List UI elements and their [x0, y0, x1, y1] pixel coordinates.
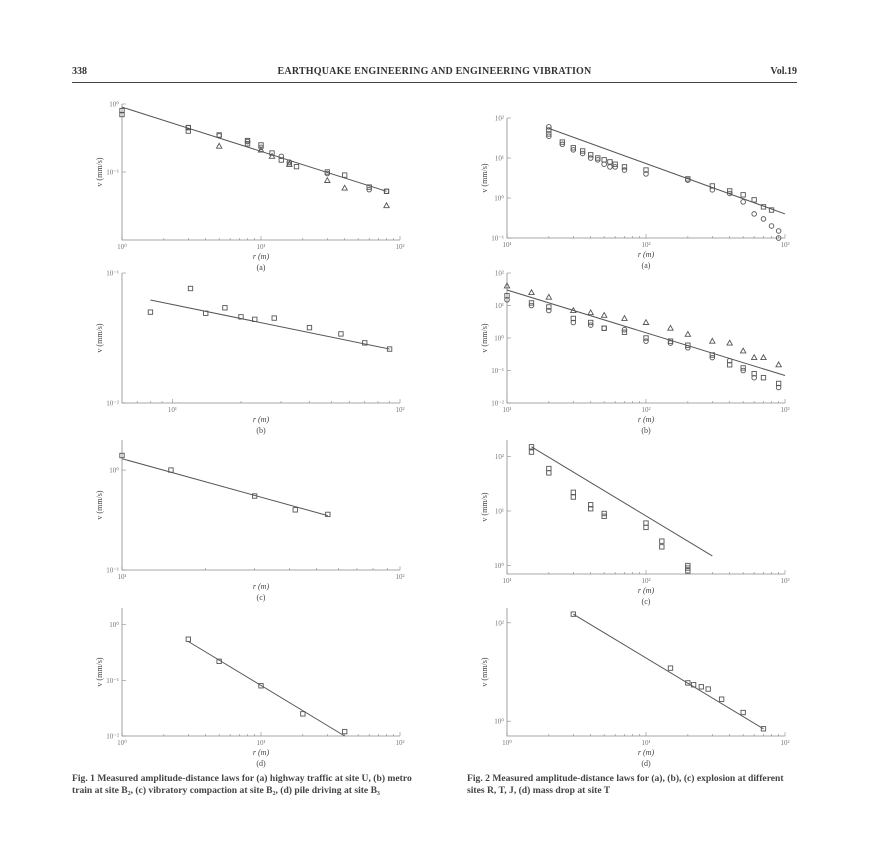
fig2a-xtick-label: 10³ [780, 241, 790, 249]
volume-label: Vol.19 [770, 66, 797, 77]
fig1b-point-square [272, 316, 276, 320]
fig1d-xtick-label: 10⁰ [117, 739, 127, 747]
fig1a-point-triangle [384, 203, 389, 208]
fig2c-ytick-label: 10² [494, 452, 504, 461]
fig1d-ytick-label: 10⁻¹ [106, 676, 119, 685]
fig1b-xlabel: r (m) [252, 415, 270, 424]
fig2b-ytick-label: 10⁻¹ [491, 367, 504, 375]
fig1b-ytick-label: 10⁻² [106, 399, 119, 408]
fig2b-point-triangle [776, 362, 781, 367]
fig2c-ylabel: v (mm/s) [480, 492, 489, 522]
fig1c-panel [95, 440, 405, 602]
fig2b-point-triangle [529, 290, 534, 295]
fig1b-xtick-label: 10² [395, 406, 405, 414]
fig2c-xtick-label: 10³ [780, 577, 790, 585]
fig2a-xlabel: r (m) [637, 250, 655, 259]
fig1a-panel [95, 101, 405, 273]
fig1a-point-triangle [216, 143, 221, 148]
fig2a-point-circle [608, 165, 613, 170]
fig2a-point-circle [588, 156, 593, 161]
fig2a-ytick-label: 10⁻¹ [491, 234, 504, 243]
fig1d-point-square [301, 712, 305, 716]
fig2d-point-square [668, 666, 672, 670]
fig1a-xtick-label: 10¹ [256, 243, 266, 251]
fig2b-xtick-label: 10³ [780, 406, 790, 414]
fig1d-fit-line [188, 641, 344, 736]
fig2d-xtick-label: 10² [780, 739, 790, 747]
fig1c-ylabel: v (mm/s) [95, 490, 104, 520]
fig2d-panel-label: (d) [641, 759, 651, 768]
fig2c-panel-label: (c) [641, 597, 651, 606]
fig2b-point-triangle [710, 338, 715, 343]
fig2b-point-triangle [740, 348, 745, 353]
fig2b-ytick-label: 10⁻² [491, 399, 504, 408]
fig1a-point-circle [325, 171, 330, 176]
fig2a-point-circle [602, 162, 607, 167]
fig2b-point-triangle [643, 320, 648, 325]
fig1d-axes [122, 608, 400, 736]
fig2a-fit-line [549, 128, 785, 214]
fig2b-point-triangle [546, 294, 551, 299]
fig1b-panel [95, 270, 405, 436]
fig2c-point-square [571, 495, 575, 499]
fig2a-point-square [602, 158, 606, 162]
fig1d-point-square [186, 637, 190, 641]
fig2a-point-circle [761, 217, 766, 222]
fig2c-ytick-label: 10⁰ [494, 562, 504, 571]
fig2a-xtick-label: 10¹ [502, 241, 512, 249]
fig2d-ytick-label: 10⁰ [494, 717, 504, 726]
fig2b-point-circle [602, 326, 607, 331]
fig2a-point-circle [613, 165, 618, 170]
fig2d-fit-line [573, 614, 763, 729]
fig2b-xtick-label: 10² [641, 406, 651, 414]
fig1c-ytick-label: 10⁰ [109, 466, 119, 475]
fig1a-ytick-label: 10⁰ [109, 100, 119, 109]
fig1b-point-square [148, 310, 152, 314]
fig2c-point-square [547, 471, 551, 475]
journal-title: EARTHQUAKE ENGINEERING AND ENGINEERING VIBRATION [277, 66, 592, 77]
fig2c-point-square [660, 545, 664, 549]
fig2b-ytick-label: 10⁰ [494, 334, 504, 343]
fig1d-ylabel: v (mm/s) [95, 657, 104, 687]
fig1b-point-square [223, 306, 227, 310]
fig1b-point-square [339, 332, 343, 336]
fig2b-point-triangle [685, 331, 690, 336]
figure-1-caption: Fig. 1 Measured amplitude-distance laws for (a) highway traffic at site U, (b) metro train at site B₂, (c) vibratory compaction at site B₂, (d) pile driving at site B₃ [72, 773, 412, 796]
fig2b-point-circle [644, 339, 649, 344]
fig1a-xtick-label: 10⁰ [117, 243, 127, 251]
fig2c-panel [480, 440, 790, 606]
fig2b-point-triangle [751, 355, 756, 360]
fig1a-axes [122, 104, 400, 240]
fig1d-ytick-label: 10⁰ [109, 621, 119, 630]
fig1d-point-square [342, 729, 346, 733]
fig2c-point-square [660, 539, 664, 543]
fig2a-point-square [752, 198, 756, 202]
fig1d-xlabel: r (m) [252, 748, 270, 757]
fig2d-xlabel: r (m) [637, 748, 655, 757]
fig1a-point-square [342, 173, 346, 177]
fig1b-point-square [307, 325, 311, 329]
fig2c-point-square [602, 514, 606, 518]
fig1c-axes [122, 440, 400, 570]
fig2d-xtick-label: 10⁰ [502, 739, 512, 747]
fig1c-point-square [326, 512, 330, 516]
fig1d-panel [95, 608, 405, 768]
fig2a-panel [480, 115, 790, 271]
fig1d-ytick-label: 10⁻² [106, 732, 119, 741]
fig2b-point-triangle [601, 312, 606, 317]
fig1b-ylabel: v (mm/s) [95, 323, 104, 353]
fig2c-point-square [547, 466, 551, 470]
fig2b-fit-line [507, 290, 785, 376]
fig2b-ytick-label: 10² [494, 269, 504, 278]
fig2d-panel [480, 608, 790, 768]
fig2c-fit-line [531, 447, 712, 556]
fig1d-xtick-label: 10¹ [256, 739, 266, 747]
fig1a-point-triangle [325, 178, 330, 183]
fig1c-xtick-label: 10¹ [117, 573, 127, 581]
fig2a-ytick-label: 10¹ [494, 154, 504, 163]
fig1a-point-triangle [342, 185, 347, 190]
fig2b-point-triangle [622, 316, 627, 321]
fig1a-ytick-label: 10⁻¹ [106, 168, 119, 177]
fig2d-point-square [699, 685, 703, 689]
fig1c-fit-line [122, 459, 328, 516]
fig2b-point-square [761, 376, 765, 380]
fig2c-point-square [529, 450, 533, 454]
fig2b-point-triangle [588, 310, 593, 315]
fig1a-xtick-label: 10² [395, 243, 405, 251]
fig2b-xtick-label: 10¹ [502, 406, 512, 414]
fig1a-point-square [294, 164, 298, 168]
fig2d-ytick-label: 10² [494, 619, 504, 628]
fig1b-xtick-label: 10¹ [167, 406, 178, 414]
fig2a-ylabel: v (mm/s) [480, 163, 489, 193]
fig2c-xtick-label: 10¹ [502, 577, 512, 585]
fig1c-xlabel: r (m) [252, 582, 270, 591]
fig2b-panel [480, 270, 790, 436]
page-number: 338 [72, 66, 87, 77]
fig1b-fit-line [150, 300, 389, 349]
fig2c-point-square [644, 525, 648, 529]
fig1a-fit-line [122, 107, 387, 191]
fig2b-point-triangle [761, 355, 766, 360]
fig2a-point-circle [769, 224, 774, 229]
fig2a-point-circle [776, 229, 781, 234]
fig2a-ytick-label: 10² [494, 114, 504, 123]
fig2c-ytick-label: 10¹ [494, 507, 504, 516]
fig1b-ytick-label: 10⁻¹ [106, 269, 119, 278]
fig1d-xtick-label: 10² [395, 739, 405, 747]
fig2b-point-triangle [727, 340, 732, 345]
fig2b-panel-label: (b) [641, 426, 651, 435]
fig1c-ytick-label: 10⁻¹ [106, 566, 119, 575]
fig2a-panel-label: (a) [641, 261, 651, 270]
fig2b-ytick-label: 10¹ [494, 302, 504, 310]
fig2b-point-triangle [668, 325, 673, 330]
fig2c-point-square [644, 521, 648, 525]
fig2c-xlabel: r (m) [637, 586, 655, 595]
figure-2-caption: Fig. 2 Measured amplitude-distance laws for (a), (b), (c) explosion at different sites R, T, J, (d) mass drop at site T [467, 773, 784, 796]
fig2b-xlabel: r (m) [637, 415, 655, 424]
fig2a-point-circle [741, 200, 746, 205]
fig1d-panel-label: (d) [256, 759, 266, 768]
fig1c-point-square [293, 508, 297, 512]
fig2a-point-square [741, 193, 745, 197]
fig2a-xtick-label: 10² [641, 241, 651, 249]
fig2d-point-square [706, 687, 710, 691]
fig2c-axes [507, 440, 785, 574]
fig2c-xtick-label: 10² [641, 577, 651, 585]
fig2d-point-square [719, 697, 723, 701]
fig2d-ylabel: v (mm/s) [480, 657, 489, 687]
fig2a-point-circle [752, 212, 757, 217]
fig2c-point-square [571, 490, 575, 494]
fig2d-xtick-label: 10¹ [641, 739, 651, 747]
fig2a-point-square [608, 160, 612, 164]
fig1c-xtick-label: 10² [395, 573, 405, 581]
fig1b-point-square [188, 286, 192, 290]
fig1a-panel-label: (a) [256, 263, 266, 272]
fig2a-ytick-label: 10⁰ [494, 194, 504, 203]
fig1a-xlabel: r (m) [252, 252, 270, 261]
fig1b-axes [122, 273, 400, 403]
fig1b-panel-label: (b) [256, 426, 266, 435]
fig2b-axes [507, 273, 785, 403]
fig2d-point-square [741, 710, 745, 714]
fig1a-ylabel: v (mm/s) [95, 157, 104, 187]
fig2a-point-circle [622, 168, 627, 173]
fig2b-ylabel: v (mm/s) [480, 323, 489, 353]
fig1c-panel-label: (c) [256, 593, 266, 602]
fig2c-point-square [602, 511, 606, 515]
